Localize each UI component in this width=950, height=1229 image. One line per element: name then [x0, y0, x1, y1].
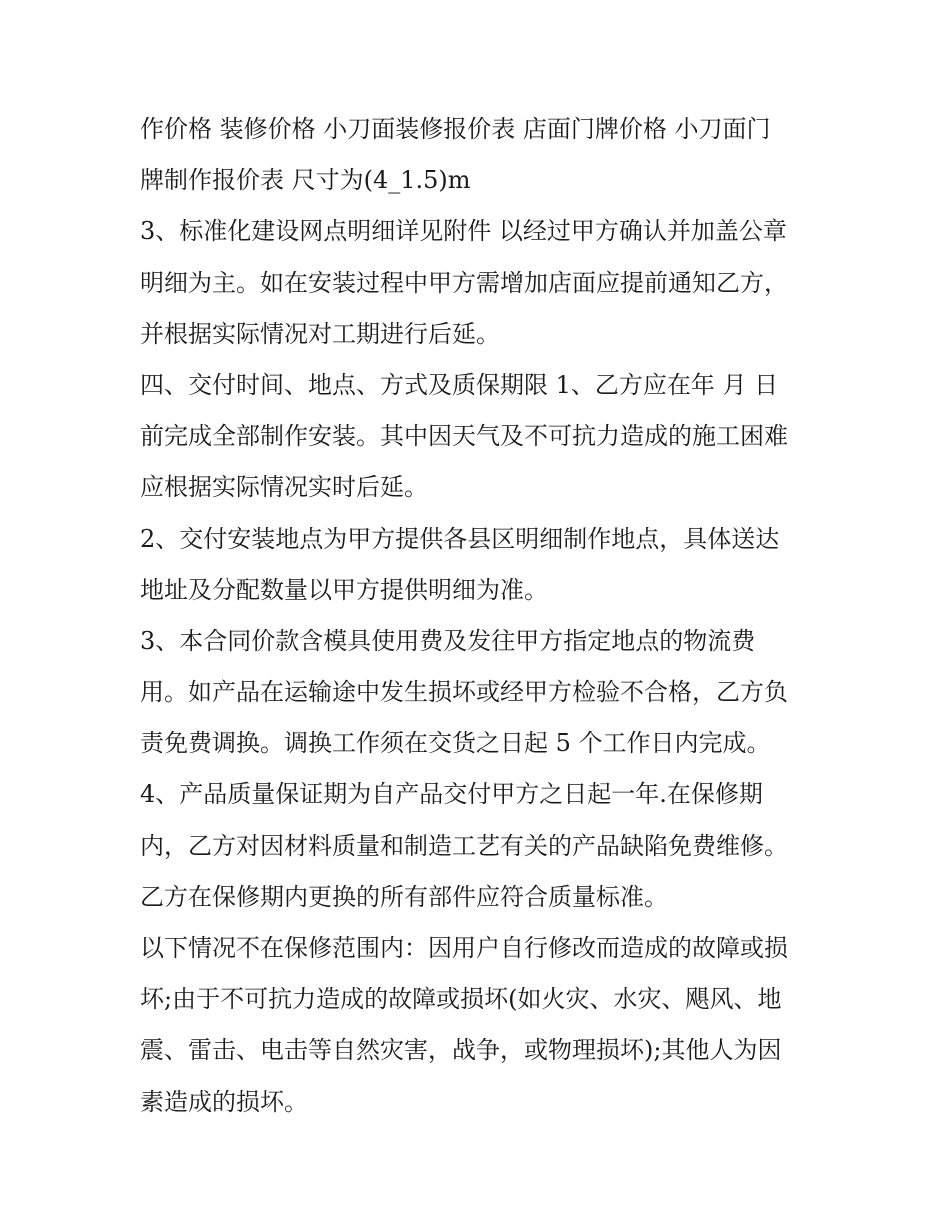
text-line: 震、雷击、电击等自然灾害，战争，或物理损坏);其他人为因	[140, 1036, 782, 1065]
text-line: 作价格 装修价格 小刀面装修报价表 店面门牌价格 小刀面门	[140, 115, 771, 143]
text-line: 用。如产品在运输途中发生损坏或经甲方检验不合格，乙方负	[140, 678, 788, 707]
text-line: 3、本合同价款含模具使用费及发往甲方指定地点的物流费	[140, 626, 756, 655]
text-line: 责免费调换。调换工作须在交货之日起 5 个工作日内完成。	[140, 729, 771, 758]
text-line: 前完成全部制作安装。其中因天气及不可抗力造成的施工困难	[140, 422, 788, 451]
text-line: 明细为主。如在安装过程中甲方需增加店面应提前通知乙方，	[140, 268, 788, 297]
text-line: 乙方在保修期内更换的所有部件应符合质量标准。	[140, 882, 668, 911]
text-line: 3、标准化建设网点明细详见附件 以经过甲方确认并加盖公章	[140, 217, 787, 246]
text-line: 应根据实际情况实时后延。	[140, 473, 428, 502]
text-line: 以下情况不在保修范围内：因用户自行修改而造成的故障或损	[140, 934, 788, 962]
text-line: 内，乙方对因材料质量和制造工艺有关的产品缺陷免费维修。	[140, 831, 788, 860]
text-line: 牌制作报价表 尺寸为(4_1.5)m	[140, 166, 471, 195]
document-body	[140, 104, 830, 1128]
text-line: 坏;由于不可抗力造成的故障或损坏(如火灾、水灾、飓风、地	[140, 985, 782, 1014]
text-line: 素造成的损坏。	[140, 1087, 308, 1116]
text-line: 并根据实际情况对工期进行后延。	[140, 319, 500, 348]
text-line: 四、交付时间、地点、方式及质保期限 1、乙方应在年 月 日	[140, 370, 779, 399]
text-line: 2、交付安装地点为甲方提供各县区明细制作地点，具体送达	[140, 524, 780, 553]
text-line: 4、产品质量保证期为自产品交付甲方之日起一年.在保修期	[140, 780, 763, 809]
text-line: 地址及分配数量以甲方提供明细为准。	[140, 575, 548, 604]
